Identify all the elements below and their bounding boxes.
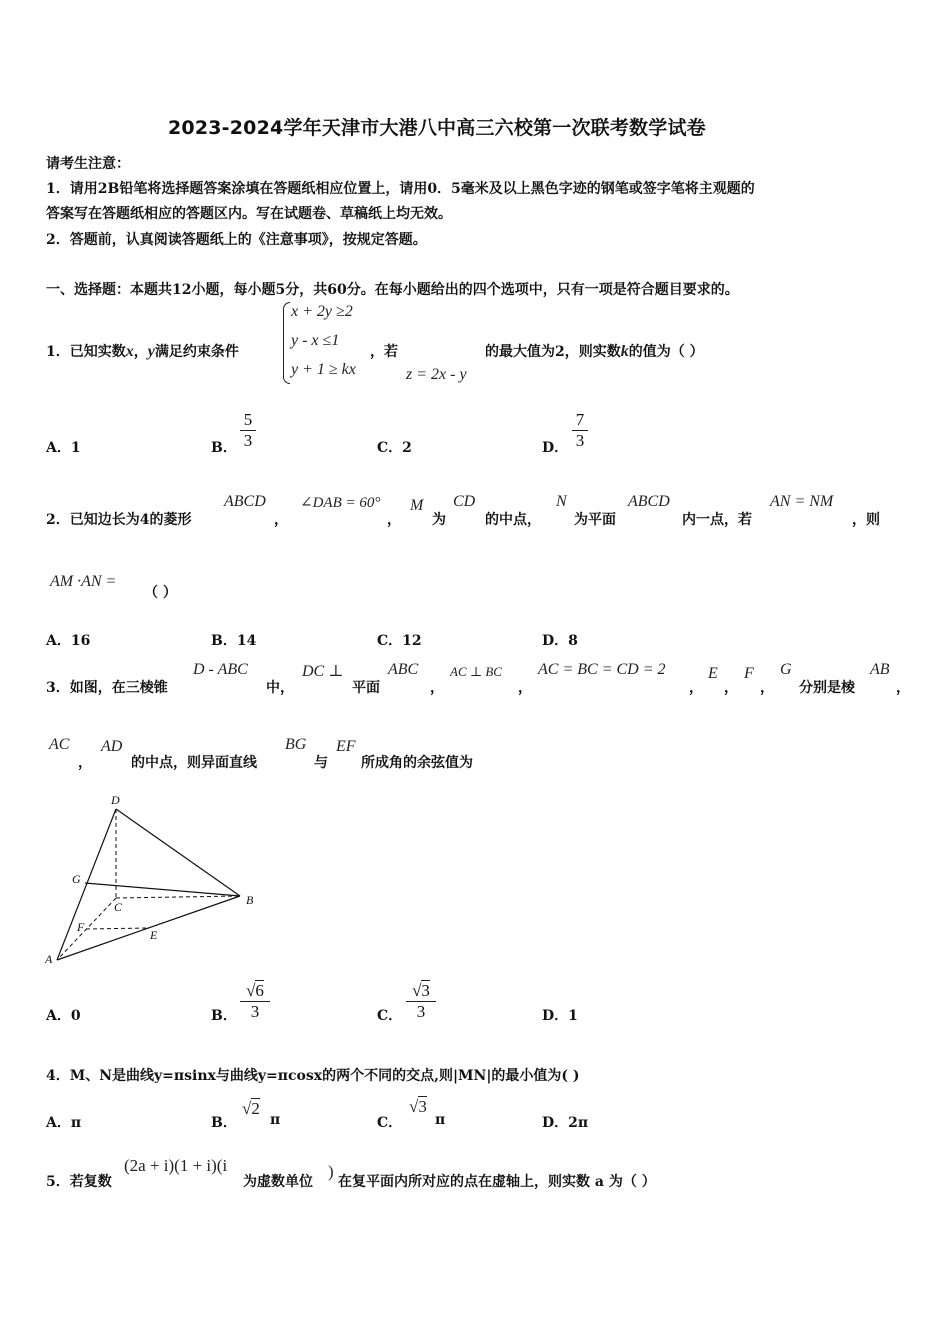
label-e: E bbox=[150, 928, 158, 942]
q3-sep6: ， bbox=[896, 680, 910, 696]
q3-option-c: C． bbox=[377, 1008, 403, 1024]
q1-tail: 的最大值为2，则实数k的值为（ ） bbox=[485, 343, 704, 360]
q1-option-b: B． bbox=[211, 440, 237, 456]
q3-sep4: ， bbox=[724, 680, 738, 696]
q2-option-c: C．12 bbox=[377, 633, 422, 649]
q5-prefix: 5．若复数 bbox=[46, 1174, 112, 1190]
q3-option-c-fraction: √3 3 bbox=[406, 981, 436, 1022]
q3-ad: AD bbox=[101, 738, 123, 755]
q3-ac-perp-bc: AC ⊥ BC bbox=[450, 664, 502, 679]
q2-option-a: A．16 bbox=[46, 633, 91, 649]
edge-db bbox=[116, 809, 240, 896]
q2-m: M bbox=[410, 497, 424, 514]
q4-option-b-value: √2 bbox=[242, 1099, 260, 1118]
q3-t1: 中， bbox=[266, 680, 294, 696]
q3-sep3: ， bbox=[689, 680, 703, 696]
q2-angle: ∠DAB = 60° bbox=[300, 495, 381, 511]
q1-ruo: ，若 bbox=[370, 344, 398, 360]
label-g: G bbox=[72, 872, 81, 886]
q4-option-b: B． bbox=[211, 1115, 237, 1131]
q2-rhombus: ABCD bbox=[224, 493, 266, 510]
q4-option-b-pi: π bbox=[270, 1112, 281, 1128]
q2-option-d: D．8 bbox=[542, 633, 578, 649]
notice-line-2: 2．答题前，认真阅读答题纸上的《注意事项》，按规定答题。 bbox=[46, 232, 427, 248]
q3-abc: ABC bbox=[388, 661, 419, 678]
q2-t2: 的中点， bbox=[485, 512, 541, 528]
q4-option-c-value: √3 bbox=[409, 1097, 427, 1116]
q3-sep1: ， bbox=[430, 680, 444, 696]
q2-dot-product: AM ·AN = bbox=[50, 573, 117, 590]
q2-option-b: B．14 bbox=[211, 633, 257, 649]
constraint-brace bbox=[283, 302, 290, 384]
q1-prefix: 1．已知实数x，y满足约束条件 bbox=[46, 343, 239, 360]
q3-option-d: D．1 bbox=[542, 1008, 578, 1024]
q3-bg: BG bbox=[285, 736, 307, 753]
label-f: F bbox=[77, 920, 85, 934]
pyramid-figure bbox=[0, 780, 300, 980]
edge-gb bbox=[85, 883, 240, 896]
q5-close: ) bbox=[328, 1162, 334, 1181]
q3-t3: 分别是棱 bbox=[799, 680, 855, 696]
q1-option-d: D． bbox=[542, 440, 569, 456]
q2-t4: 内一点，若 bbox=[682, 512, 752, 528]
q3-ab: AB bbox=[870, 661, 890, 678]
page-title: 2023-2024学年天津市大港八中高三六校第一次联考数学试卷 bbox=[168, 117, 706, 139]
q2-an-nm: AN = NM bbox=[770, 493, 834, 510]
notice-line-1a: 1．请用2B铅笔将选择题答案涂填在答题纸相应位置上，请用0．5毫米及以上黑色字迹的钢笔或签字笔将主观题的 bbox=[46, 181, 755, 197]
q2-t1: 为 bbox=[432, 512, 446, 528]
notice-heading: 请考生注意： bbox=[46, 156, 130, 172]
q3-ef: EF bbox=[336, 738, 356, 755]
q2-paren: （ ） bbox=[144, 585, 177, 601]
constraint-1: x + 2y ≥2 bbox=[291, 303, 353, 320]
label-c: C bbox=[114, 900, 123, 914]
constraint-2: y - x ≤1 bbox=[291, 332, 340, 349]
q3-dc-perp: DC ⊥ bbox=[302, 663, 344, 680]
q2-t5: ，则 bbox=[852, 512, 880, 528]
edge-cb bbox=[116, 896, 240, 898]
q5-expression: (2a + i)(1 + i)(i bbox=[124, 1156, 228, 1175]
q3-prefix: 3．如图，在三棱锥 bbox=[46, 680, 168, 696]
q4-option-c: C． bbox=[377, 1115, 403, 1131]
section-heading: 一、选择题：本题共12小题，每小题5分，共60分。在每小题给出的四个选项中，只有一项是符合题目要求的。 bbox=[46, 282, 739, 298]
q2-n: N bbox=[556, 493, 567, 510]
q4-option-d: D．2π bbox=[542, 1115, 589, 1131]
q3-t6: 所成角的余弦值为 bbox=[361, 755, 473, 771]
notice-line-1b: 答案写在答题纸相应的答题区内。写在试题卷、草稿纸上均无效。 bbox=[46, 206, 452, 222]
q3-sep7: ， bbox=[78, 755, 92, 771]
q1-option-a: A．1 bbox=[46, 440, 81, 456]
edge-ab bbox=[57, 896, 240, 960]
q3-g: G bbox=[780, 661, 792, 678]
q3-lengths: AC = BC = CD = 2 bbox=[538, 661, 666, 678]
q3-e: E bbox=[708, 665, 718, 682]
q2-sep1: ， bbox=[274, 512, 288, 528]
q2-cd: CD bbox=[453, 493, 476, 510]
q5-t2: 在复平面内所对应的点在虚轴上，则实数 a 为（ ） bbox=[338, 1174, 656, 1190]
objective-z: z = 2x - y bbox=[406, 366, 467, 383]
q2-plane: ABCD bbox=[628, 493, 670, 510]
edge-fe bbox=[86, 928, 148, 929]
q3-t4: 的中点，则异面直线 bbox=[131, 755, 257, 771]
q3-option-b-fraction: √6 3 bbox=[240, 981, 270, 1022]
q5-t1: 为虚数单位 bbox=[243, 1174, 313, 1190]
label-d: D bbox=[111, 793, 120, 807]
q3-sep5: ， bbox=[760, 680, 774, 696]
q3-pyramid: D - ABC bbox=[193, 661, 248, 678]
q1-option-b-fraction: 5 3 bbox=[240, 410, 256, 451]
constraint-3: y + 1 ≥ kx bbox=[291, 361, 356, 378]
q2-prefix: 2．已知边长为4的菱形 bbox=[46, 512, 192, 528]
q2-sep2: ， bbox=[387, 512, 401, 528]
q3-ac: AC bbox=[49, 736, 70, 753]
q1-option-d-fraction: 7 3 bbox=[572, 410, 588, 451]
q4-option-a: A．π bbox=[46, 1115, 82, 1131]
label-b: B bbox=[246, 893, 254, 907]
q3-sep2: ， bbox=[518, 680, 532, 696]
q3-t2: 平面 bbox=[352, 680, 380, 696]
q3-t5: 与 bbox=[314, 755, 328, 771]
q2-t3: 为平面 bbox=[574, 512, 616, 528]
q1-option-c: C．2 bbox=[377, 440, 412, 456]
q3-f: F bbox=[744, 665, 754, 682]
q3-option-b: B． bbox=[211, 1008, 237, 1024]
label-a: A bbox=[45, 952, 53, 966]
q4-text: 4．M、N是曲线y=πsinx与曲线y=πcosx的两个不同的交点,则|MN|的最小值为( ) bbox=[46, 1068, 580, 1084]
q3-option-a: A．0 bbox=[46, 1008, 81, 1024]
q4-option-c-pi: π bbox=[435, 1112, 446, 1128]
